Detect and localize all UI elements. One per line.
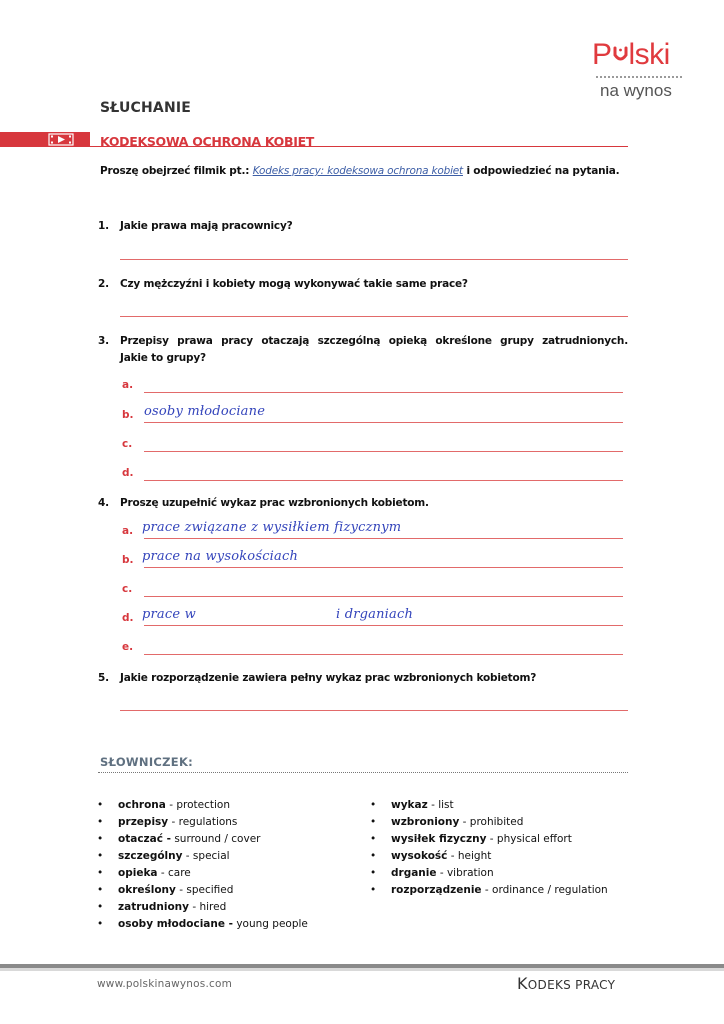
brand-logo-text-start: P: [592, 38, 612, 71]
sub-letter: c.: [122, 438, 133, 450]
bullet: •: [370, 833, 377, 845]
bullet: •: [97, 799, 104, 811]
vocab-translation: surround / cover: [170, 833, 261, 845]
vocab-word: otaczać -: [118, 833, 171, 845]
section-title: SŁUCHANIE: [100, 100, 192, 116]
vocab-word: ochrona: [118, 799, 166, 811]
vocab-item: [370, 865, 608, 882]
question-text: Jakie rozporządzenie zawiera pełny wykaz prac wzbronionych kobietom?: [120, 672, 537, 684]
footer-title: [517, 974, 615, 993]
footer-title-rest: ODEKS PRACY: [527, 978, 616, 992]
answer-line[interactable]: [144, 538, 623, 539]
sub-letter: a.: [122, 525, 134, 537]
vocab-word: drganie: [391, 867, 437, 879]
answer-line[interactable]: [144, 567, 623, 568]
sub-letter: b.: [122, 409, 134, 421]
footer-divider-shadow: [0, 968, 724, 971]
vocab-item: [97, 882, 308, 899]
question-number: 5.: [98, 672, 109, 684]
sub-letter: b.: [122, 554, 134, 566]
answer-line[interactable]: [144, 392, 623, 393]
answer-line[interactable]: [120, 710, 628, 711]
vocab-translation: - vibration: [436, 867, 494, 879]
bullet: •: [97, 816, 104, 828]
vocab-item: [97, 831, 308, 848]
vocabulary-divider: [98, 772, 628, 773]
subtitle-bar-block: [0, 132, 90, 147]
question-text: Przepisy prawa pracy otaczają szczególną opieką określone grupy zatrudnionych.: [120, 335, 628, 347]
sub-letter: a.: [122, 379, 134, 391]
vocab-item: [97, 848, 308, 865]
bullet: •: [97, 850, 104, 862]
sub-letter: d.: [122, 467, 134, 479]
vocab-translation: - regulations: [168, 816, 238, 828]
answer-line[interactable]: [120, 316, 628, 317]
vocabulary-title: SŁOWNICZEK:: [100, 755, 194, 769]
handwritten-answer[interactable]: prace związane z wysiłkiem fizycznym: [142, 520, 402, 535]
vocab-item: [370, 848, 608, 865]
vocab-translation: - height: [447, 850, 492, 862]
vocab-word: wysokość: [391, 850, 448, 862]
question-text: Jakie prawa mają pracownicy?: [120, 220, 293, 232]
vocab-item: [97, 797, 308, 814]
vocab-item: [370, 882, 608, 899]
vocabulary-list-left: [97, 797, 308, 933]
question-text: Czy mężczyźni i kobiety mogą wykonywać takie same prace?: [120, 278, 468, 290]
footer-website: www.polskinawynos.com: [97, 978, 233, 990]
vocab-translation: - physical effort: [486, 833, 572, 845]
answer-line[interactable]: [144, 451, 623, 452]
handwritten-answer[interactable]: prace w: [142, 607, 196, 622]
vocab-word: określony: [118, 884, 176, 896]
logo-divider: [596, 76, 682, 78]
vocab-translation: - specified: [175, 884, 234, 896]
handwritten-answer[interactable]: osoby młodociane: [144, 404, 266, 419]
vocabulary-list-right: [370, 797, 608, 899]
brand-logo-mark-icon: [612, 42, 629, 66]
vocab-item: [370, 831, 608, 848]
bullet: •: [97, 901, 104, 913]
question-number: 1.: [98, 220, 109, 232]
vocab-word: osoby młodociane -: [118, 918, 233, 930]
answer-line[interactable]: [144, 625, 623, 626]
question-number: 3.: [98, 335, 109, 347]
vocab-translation: - ordinance / regulation: [481, 884, 608, 896]
vocab-translation: - protection: [165, 799, 230, 811]
sub-letter: d.: [122, 612, 134, 624]
answer-line[interactable]: [144, 654, 623, 655]
vocab-word: szczególny: [118, 850, 183, 862]
bullet: •: [97, 833, 104, 845]
footer-title-first: K: [517, 974, 528, 993]
answer-line[interactable]: [144, 480, 623, 481]
vocab-word: rozporządzenie: [391, 884, 482, 896]
brand-logo: [592, 40, 670, 70]
answer-line[interactable]: [144, 422, 623, 423]
bullet: •: [97, 884, 104, 896]
exercise-subtitle: KODEKSOWA OCHRONA KOBIET: [100, 134, 315, 149]
question-number: 2.: [98, 278, 109, 290]
vocab-translation: young people: [233, 918, 308, 930]
handwritten-answer[interactable]: prace na wysokościach: [142, 549, 299, 564]
vocab-translation: - hired: [189, 901, 227, 913]
bullet: •: [370, 816, 377, 828]
sub-letter: e.: [122, 641, 134, 653]
vocab-item: [370, 797, 608, 814]
question-number: 4.: [98, 497, 109, 509]
vocab-word: zatrudniony: [118, 901, 189, 913]
vocab-item: [97, 865, 308, 882]
vocab-word: opieka: [118, 867, 158, 879]
video-link[interactable]: Kodeks pracy: kodeksowa ochrona kobiet: [252, 165, 463, 177]
bullet: •: [97, 867, 104, 879]
vocab-translation: - care: [157, 867, 191, 879]
bullet: •: [370, 884, 377, 896]
vocab-translation: - prohibited: [459, 816, 524, 828]
vocab-item: [370, 814, 608, 831]
brand-logo-text-end: lski: [628, 38, 670, 71]
vocab-translation: - list: [427, 799, 454, 811]
bullet: •: [370, 850, 377, 862]
question-text: Proszę uzupełnić wykaz prac wzbronionych kobietom.: [120, 497, 429, 509]
vocab-item: [97, 899, 308, 916]
vocab-item: [97, 916, 308, 933]
handwritten-answer-continued[interactable]: i drganiach: [336, 607, 414, 622]
instruction: [100, 165, 619, 177]
instruction-text-end: i odpowiedzieć na pytania.: [462, 165, 620, 177]
question-text-continued: Jakie to grupy?: [120, 352, 206, 364]
answer-line[interactable]: [144, 596, 623, 597]
vocab-translation: - special: [182, 850, 230, 862]
brand-logo-subtitle: na wynos: [600, 81, 672, 100]
vocab-word: wysiłek fizyczny: [391, 833, 487, 845]
film-icon: [47, 132, 75, 147]
bullet: •: [370, 799, 377, 811]
vocab-item: [97, 814, 308, 831]
answer-line[interactable]: [120, 259, 628, 260]
vocab-word: wykaz: [391, 799, 428, 811]
bullet: •: [370, 867, 377, 879]
vocab-word: wzbroniony: [391, 816, 460, 828]
vocab-word: przepisy: [118, 816, 169, 828]
instruction-text: Proszę obejrzeć filmik pt.:: [100, 165, 253, 177]
bullet: •: [97, 918, 104, 930]
sub-letter: c.: [122, 583, 133, 595]
